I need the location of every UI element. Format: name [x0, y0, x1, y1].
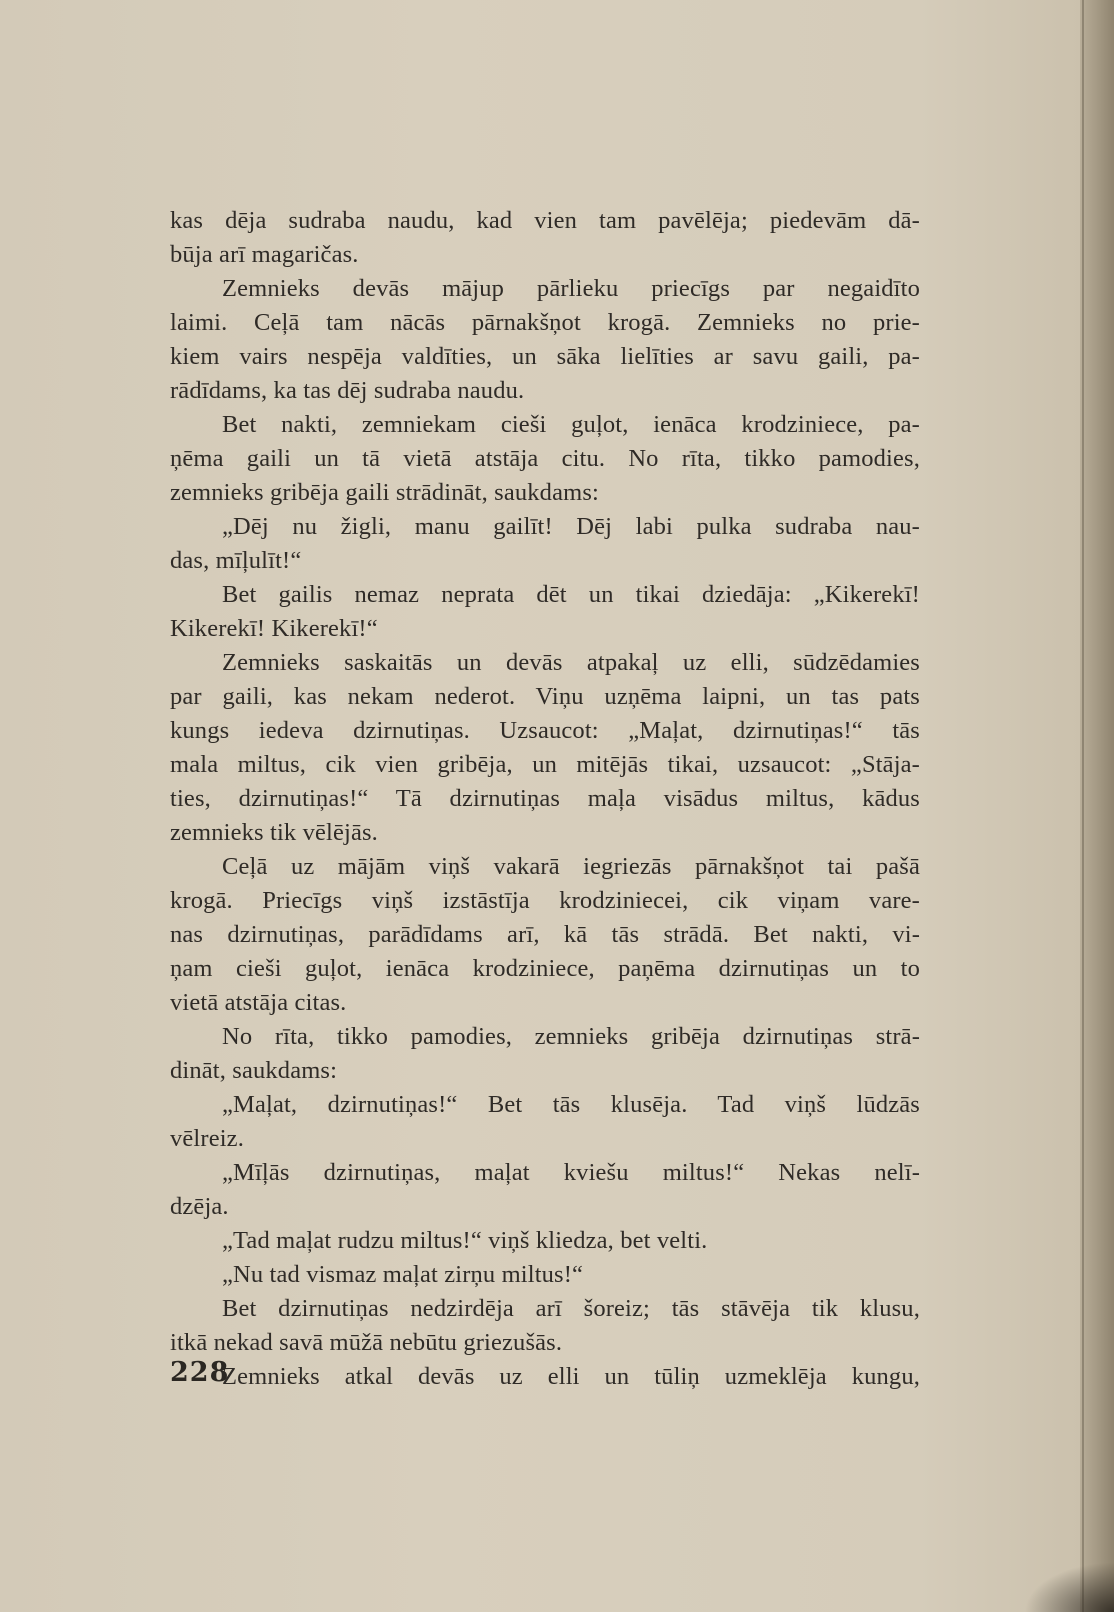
text-line: mala miltus, cik vien gribēja, un mitējās tikai, uzsaucot: „Stāja-	[170, 751, 920, 778]
text-line: dināt, saukdams:	[170, 1057, 338, 1084]
page-number: 228	[170, 1357, 230, 1388]
body-text	[170, 204, 920, 1394]
gutter-edge	[1082, 0, 1084, 1612]
book-gutter	[1080, 0, 1114, 1612]
text-line: Bet dzirnutiņas nedzirdēja arī šoreiz; tās stāvēja tik klusu,	[222, 1295, 920, 1322]
text-line: zemnieks gribēja gaili strādināt, saukdams:	[170, 479, 599, 506]
text-line: kas dēja sudraba naudu, kad vien tam pavēlēja; piedevām dā-	[170, 207, 920, 234]
text-line: ņam cieši guļot, ienāca krodziniece, paņēma dzirnutiņas un to	[170, 955, 920, 982]
text-line: zemnieks tik vēlējās.	[170, 819, 378, 846]
text-line: Zemnieks saskaitās un devās atpakaļ uz elli, sūdzēdamies	[222, 649, 920, 676]
text-line: rādīdams, ka tas dēj sudraba naudu.	[170, 377, 525, 404]
text-line: Zemnieks atkal devās uz elli un tūliņ uzmeklēja kungu,	[222, 1363, 920, 1390]
text-line: ties, dzirnutiņas!“ Tā dzirnutiņas maļa visādus miltus, kādus	[170, 785, 920, 812]
text-line: ņēma gaili un tā vietā atstāja citu. No rīta, tikko pamodies,	[170, 445, 920, 472]
text-line: No rīta, tikko pamodies, zemnieks gribēja dzirnutiņas strā-	[222, 1023, 920, 1050]
text-line: Bet nakti, zemniekam cieši guļot, ienāca krodziniece, pa-	[222, 411, 920, 438]
text-line: nas dzirnutiņas, parādīdams arī, kā tās strādā. Bet nakti, vi-	[170, 921, 920, 948]
text-line: kungs iedeva dzirnutiņas. Uzsaucot: „Maļat, dzirnutiņas!“ tās	[170, 717, 920, 744]
text-line: „Maļat, dzirnutiņas!“ Bet tās klusēja. Tad viņš lūdzās	[222, 1091, 920, 1118]
text-line: das, mīļulīt!“	[170, 547, 302, 574]
text-line: Kikerekī! Kikerekī!“	[170, 615, 378, 642]
text-line: būja arī magaričas.	[170, 241, 359, 268]
text-line: „Tad maļat rudzu miltus!“ viņš kliedza, bet velti.	[222, 1227, 708, 1254]
text-line: vietā atstāja citas.	[170, 989, 347, 1016]
text-line: par gaili, kas nekam nederot. Viņu uzņēma laipni, un tas pats	[170, 683, 920, 710]
text-line: „Nu tad vismaz maļat zirņu miltus!“	[222, 1261, 584, 1288]
text-line: vēlreiz.	[170, 1125, 244, 1152]
text-line: itkā nekad savā mūžā nebūtu griezušās.	[170, 1329, 563, 1356]
text-line: Ceļā uz mājām viņš vakarā iegriezās pārnakšņot tai pašā	[222, 853, 920, 880]
text-line: krogā. Priecīgs viņš izstāstīja krodziniecei, cik viņam vare-	[170, 887, 920, 914]
text-line: „Mīļās dzirnutiņas, maļat kviešu miltus!“ Nekas nelī-	[222, 1159, 920, 1186]
text-line: kiem vairs nespēja valdīties, un sāka lielīties ar savu gaili, pa-	[170, 343, 920, 370]
text-line: „Dēj nu žigli, manu gailīt! Dēj labi pulka sudraba nau-	[222, 513, 920, 540]
text-line: laimi. Ceļā tam nācās pārnakšņot krogā. Zemnieks no prie-	[170, 309, 920, 336]
text-line: Bet gailis nemaz neprata dēt un tikai dziedāja: „Kikerekī!	[222, 581, 920, 608]
text-line: dzēja.	[170, 1193, 229, 1220]
text-line: Zemnieks devās mājup pārlieku priecīgs par negaidīto	[222, 275, 920, 302]
corner-shadow	[1024, 1562, 1114, 1612]
